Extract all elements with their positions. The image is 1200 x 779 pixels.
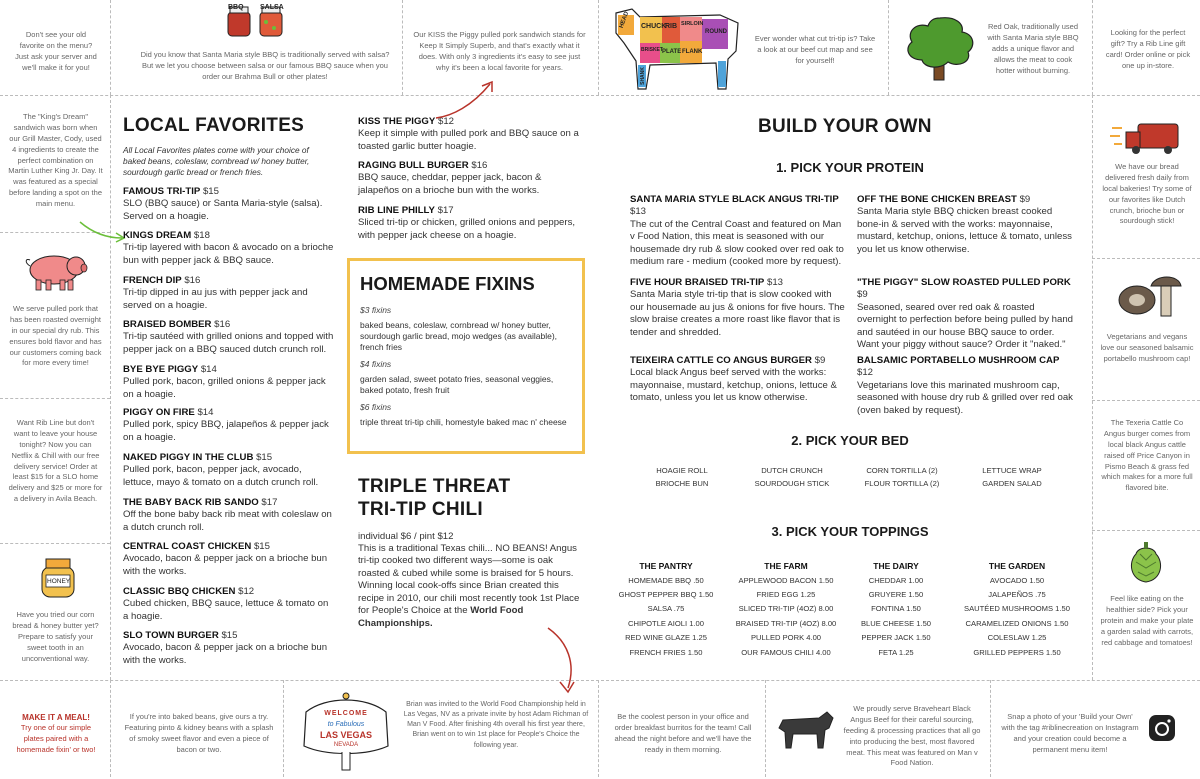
item-name: KINGS DREAM bbox=[123, 230, 192, 241]
chili-price: individual $6 / pint $12 bbox=[358, 531, 454, 542]
item-description: Pulled pork, bacon, grilled onions & pepper jack on a hoagie. bbox=[123, 376, 326, 400]
bottom-sep-3 bbox=[598, 680, 599, 777]
topping-item: CARAMELIZED ONIONS 1.50 bbox=[965, 618, 1069, 628]
item-description: The cut of the Central Coast and featured on Man v Food Nation, this meat is seasoned with our housemade dry rub & slow cooked over red oak to medium rare - medium (cooked more by request). bbox=[630, 218, 844, 268]
chili-title-line2: TRI-TIP CHILI bbox=[358, 499, 483, 520]
menu-item bbox=[123, 230, 335, 267]
topping-item: FETA 1.25 bbox=[878, 647, 914, 657]
chili-title-line1: TRIPLE THREAT bbox=[358, 476, 511, 497]
bed-option: SOURDOUGH STICK bbox=[754, 479, 830, 488]
menu-item bbox=[123, 407, 335, 444]
top-sep-1 bbox=[110, 0, 111, 95]
topping-item: SALSA .75 bbox=[647, 604, 685, 614]
topping-item: JALAPEÑOS .75 bbox=[988, 590, 1046, 600]
bed-option: BRIOCHE BUN bbox=[655, 479, 709, 488]
topping-item: GHOST PEPPER BBQ 1.50 bbox=[618, 590, 714, 600]
bottom-note-breakfast: Be the coolest person in your office and order breakfast burritos for the team! Call ahead the night before and we'll have the ready in them morning. bbox=[614, 712, 752, 754]
right-sep-3 bbox=[1092, 530, 1200, 531]
topping-item: COLESLAW 1.25 bbox=[987, 633, 1047, 643]
sign-to: to Fabulous bbox=[327, 721, 365, 728]
local-favorites-title: LOCAL FAVORITES bbox=[123, 115, 305, 136]
topping-column-heading: THE FARM bbox=[764, 561, 808, 571]
step1-heading: 1. PICK YOUR PROTEIN bbox=[776, 160, 924, 175]
sign-state: NEVADA bbox=[333, 742, 359, 748]
item-price: $12 bbox=[238, 586, 255, 597]
item-name: SLO TOWN BURGER bbox=[123, 630, 219, 641]
item-price: $13 bbox=[630, 206, 647, 218]
topping-column-heading: THE GARDEN bbox=[988, 561, 1046, 571]
item-price: $16 bbox=[214, 319, 231, 330]
left-sep-3 bbox=[0, 543, 110, 544]
item-description: Cubed chicken, BBQ sauce, lettuce & tomato on a hoagie. bbox=[123, 598, 329, 622]
step3-heading: 3. PICK YOUR TOPPINGS bbox=[771, 524, 929, 539]
cut-label: SHANK bbox=[639, 67, 646, 85]
fixins-list-4: garden salad, sweet potato fries, seasonal veggies, baked potato, fresh fruit bbox=[360, 374, 554, 396]
item-description: Local black Angus beef served with the works: mayonnaise, mustard, ketchup, onions, lettuce & tomato, unless you let us know otherwise. bbox=[630, 367, 837, 404]
topping-item: APPLEWOOD BACON 1.50 bbox=[738, 575, 834, 585]
item-name: THE BABY BACK RIB SANDO bbox=[123, 497, 259, 508]
bottom-note-instagram: Snap a photo of your 'Build your Own' with the tag #riblinecreation on Instagram and your creation could become a permanent menu item! bbox=[1001, 712, 1139, 754]
honey-jar-icon bbox=[38, 555, 78, 599]
item-price: $12 bbox=[857, 367, 874, 379]
bbq-salsa-jars-icon bbox=[226, 4, 286, 38]
bottom-sep-1 bbox=[110, 680, 111, 777]
step2-heading: 2. PICK YOUR BED bbox=[791, 433, 909, 448]
menu-item bbox=[123, 541, 335, 578]
item-name: FIVE HOUR BRAISED TRI-TIP bbox=[630, 277, 765, 288]
topping-item: GRILLED PEPPERS 1.50 bbox=[973, 647, 1061, 657]
fixins-price-3: $3 fixins bbox=[360, 305, 392, 315]
menu-item bbox=[123, 586, 335, 623]
item-name: SANTA MARIA STYLE BLACK ANGUS TRI-TIP bbox=[630, 194, 839, 205]
cut-label: ROUND bbox=[705, 29, 727, 35]
cut-label: PLATE bbox=[662, 49, 682, 55]
item-price: $15 bbox=[202, 186, 219, 197]
item-price: $17 bbox=[437, 205, 454, 216]
topping-item: FRIED EGG 1.25 bbox=[756, 590, 816, 600]
cut-label: BRISKET bbox=[641, 47, 663, 53]
left-note-cornbread: Have you tried our corn bread & honey butter yet? Prepare to satisfy your sweet tooth in an unconventional way. bbox=[12, 610, 99, 663]
protein-item bbox=[857, 194, 1075, 256]
item-price: $14 bbox=[197, 407, 214, 418]
menu-item bbox=[123, 497, 335, 534]
mushroom-icon bbox=[1115, 272, 1185, 320]
item-name: OFF THE BONE CHICKEN BREAST bbox=[857, 194, 1017, 205]
red-oak-tree-icon bbox=[900, 14, 980, 84]
bed-option: HOAGIE ROLL bbox=[656, 466, 708, 475]
cut-label: HEAD bbox=[618, 10, 631, 30]
topping-item: FONTINA 1.50 bbox=[871, 604, 921, 614]
protein-item bbox=[630, 277, 848, 339]
item-price: $15 bbox=[253, 541, 270, 552]
item-price: $16 bbox=[471, 160, 488, 171]
item-price: $15 bbox=[221, 630, 238, 641]
menu-item bbox=[123, 319, 335, 356]
item-price: $14 bbox=[200, 364, 217, 375]
item-description: Vegetarians love this marinated mushroom cap, seasoned with house dry rub & grilled over red oak (oven baked by request). bbox=[857, 379, 1073, 416]
fixins-price-6: $6 fixins bbox=[360, 402, 392, 413]
topping-column bbox=[606, 560, 726, 660]
bottom-sep-4 bbox=[765, 680, 766, 777]
protein-item bbox=[630, 355, 848, 405]
red-arrow-up-icon bbox=[432, 78, 502, 122]
right-note-bread: We have our bread delivered fresh daily from local bakeries! Try some of our favorites like Dutch crunch, brioche bun or sourdough stick! bbox=[1102, 162, 1192, 226]
topping-item: SAUTÉED MUSHROOMS 1.50 bbox=[964, 604, 1070, 614]
top-divider bbox=[0, 95, 1200, 96]
item-description: Avocado, bacon & pepper jack on a brioche bun with the works. bbox=[123, 553, 328, 577]
build-your-own-title: BUILD YOUR OWN bbox=[758, 116, 932, 137]
topping-item: SLICED TRI-TIP (4OZ) 8.00 bbox=[738, 604, 834, 614]
item-name: KISS THE PIGGY bbox=[358, 116, 436, 127]
item-description: Tri-tip dipped in au jus with pepper jack and served on a hoagie. bbox=[123, 287, 308, 311]
fixins-list-3: baked beans, coleslaw, cornbread w/ honey butter, sourdough garlic bread, mojo wedges (as available), french fries bbox=[360, 320, 558, 353]
bottom-note-braveheart: We proudly serve Braveheart Black Angus Beef for their careful sourcing, feeding & processing practices that all go into producing the best, most flavored meat. This meat was featured on Man v Food Nation. bbox=[843, 704, 981, 768]
menu-item bbox=[358, 205, 583, 242]
item-description: Tri-tip layered with bacon & avocado on a brioche bun with pepper jack & BBQ sauce. bbox=[123, 242, 334, 266]
left-note-delivery: Want Rib Line but don't want to leave your house tonight? Now you can Netflix & Chill with our free delivery service! Order at least $15 for a SLO home delivery and $25 or more for a delivery in Avila Beach. bbox=[8, 418, 103, 504]
top-note-red-oak: Red Oak, traditionally used with Santa Maria style BBQ adds a unique flavor and allows the meat to cook hotter without burning. bbox=[987, 22, 1079, 75]
left-note-kings-dream: The "King's Dream" sandwich was born when our Grill Master, Cody, used 4 ingredients to create the perfect combination on Martin Luther King Jr. Day. It was featured as a special before landing a spot on the main menu. bbox=[8, 112, 103, 208]
topping-item: CHEDDAR 1.00 bbox=[868, 575, 924, 585]
topping-column-heading: THE DAIRY bbox=[873, 561, 919, 571]
bull-icon bbox=[775, 708, 835, 752]
chili-description bbox=[358, 543, 583, 630]
fixins-list-6: triple threat tri-tip chili, homestyle baked mac n' cheese bbox=[360, 417, 567, 428]
sign-city: LAS VEGAS bbox=[319, 730, 372, 740]
topping-column bbox=[726, 560, 846, 660]
topping-column-heading: THE PANTRY bbox=[639, 561, 693, 571]
protein-item bbox=[857, 277, 1075, 352]
item-price: $16 bbox=[184, 275, 201, 286]
bottom-meal-title: MAKE IT A MEAL! bbox=[22, 713, 90, 722]
item-description: SLO (BBQ sauce) or Santa Maria-style (salsa). Served on a hoagie. bbox=[123, 198, 323, 222]
item-price: $9 bbox=[814, 355, 826, 366]
bottom-note-vegas: Brian was invited to the World Food Championship held in Las Vegas, NV as a private invite by host Adam Richman of Man V Food. After finishing 4th overall his first year there, Brian went on to win 1st place for People's Choice the following year. bbox=[403, 701, 589, 749]
item-description: BBQ sauce, cheddar, pepper jack, bacon & jalapeños on a brioche bun with the works. bbox=[358, 172, 542, 196]
item-name: CENTRAL COAST CHICKEN bbox=[123, 541, 252, 552]
bed-option: CORN TORTILLA (2) bbox=[866, 466, 938, 475]
topping-item: BLUE CHEESE 1.50 bbox=[860, 618, 932, 628]
bed-option: GARDEN SALAD bbox=[982, 479, 1042, 488]
topping-column bbox=[952, 560, 1082, 660]
bbq-jar-label: BBQ bbox=[228, 4, 244, 11]
instagram-icon[interactable] bbox=[1148, 714, 1176, 742]
item-description: Santa Maria style tri-tip that is slow cooked with our housemade au jus & onions for five hours. The slow braise creates a more roast like flavor that is tender and shredded. bbox=[630, 289, 845, 338]
item-description: Sliced tri-tip or chicken, grilled onions and peppers, with pepper jack cheese on a hoagie. bbox=[358, 217, 576, 241]
top-sep-3 bbox=[598, 0, 599, 95]
item-price: $12 bbox=[437, 116, 454, 127]
topping-item: RED WINE GLAZE 1.25 bbox=[625, 633, 707, 643]
item-name: FRENCH DIP bbox=[123, 275, 182, 286]
left-divider bbox=[110, 95, 111, 680]
green-arrow-icon bbox=[78, 218, 128, 244]
item-name: "THE PIGGY" SLOW ROASTED PULLED PORK bbox=[857, 277, 1071, 288]
top-sep-4 bbox=[888, 0, 889, 95]
honey-label: HONEY bbox=[47, 578, 71, 585]
item-description: Tri-tip sautéed with grilled onions and topped with pepper jack on a BBQ sauced dutch crunch roll. bbox=[123, 331, 334, 355]
item-name: BYE BYE PIGGY bbox=[123, 364, 199, 375]
item-price: $9 bbox=[857, 289, 868, 301]
item-description: Pulled pork, bacon, pepper jack, avocado, lettuce, mayo & tomato on a dutch crunch roll. bbox=[123, 464, 319, 488]
bed-option: DUTCH CRUNCH bbox=[761, 466, 823, 475]
topping-column bbox=[836, 560, 956, 660]
chili-desc-bold: World Food Championships. bbox=[358, 605, 524, 629]
cut-label: FLANK bbox=[682, 49, 703, 55]
left-note-pulled-pork: We serve pulled pork that has been roasted overnight in our special dry rub. This ensures bold flavor and has our customers coming back for more every time! bbox=[9, 304, 102, 368]
right-note-mushroom: Vegetarians and vegans love our seasoned balsamic portabello mushroom cap! bbox=[1100, 332, 1194, 363]
item-name: CLASSIC BBQ CHICKEN bbox=[123, 586, 236, 597]
item-price: $13 bbox=[767, 277, 784, 288]
bottom-sep-5 bbox=[990, 680, 991, 777]
item-name: FAMOUS TRI-TIP bbox=[123, 186, 201, 197]
top-note-old-favorite: Don't see your old favorite on the menu? Just ask your server and we'll make it for you! bbox=[15, 30, 97, 72]
top-sep-2 bbox=[402, 0, 403, 95]
item-price: $15 bbox=[256, 452, 273, 463]
item-name: RAGING BULL BURGER bbox=[358, 160, 469, 171]
right-divider bbox=[1092, 95, 1093, 680]
item-price: $9 bbox=[1019, 194, 1031, 205]
item-name: NAKED PIGGY IN THE CLUB bbox=[123, 452, 254, 463]
left-sep-2 bbox=[0, 398, 110, 399]
item-description: Seasoned, seared over red oak & roasted overnight to perfection before being pulled by hand and sautéed in our house BBQ sauce to order. Want your piggy without sauce? Order it "naked." bbox=[857, 301, 1074, 351]
menu-item bbox=[123, 630, 335, 667]
item-description: Keep it simple with pulled pork and BBQ sauce on a toasted garlic butter hoagie. bbox=[358, 128, 579, 152]
menu-item bbox=[123, 452, 335, 489]
protein-item bbox=[857, 355, 1075, 417]
protein-item bbox=[630, 194, 848, 269]
bottom-note-meal: Try one of our simple plates paired with a homemade fixin' or two! bbox=[16, 723, 96, 754]
fixins-price-4: $4 fixins bbox=[360, 359, 392, 370]
item-name: BALSAMIC PORTABELLO MUSHROOM CAP bbox=[857, 355, 1060, 366]
bottom-divider bbox=[0, 680, 1200, 681]
topping-item: PEPPER JACK 1.50 bbox=[861, 633, 931, 643]
artichoke-icon bbox=[1126, 542, 1166, 586]
item-description: Santa Maria style BBQ chicken breast cooked bone-in & served with the works: mayonnaise, mustard, ketchup, onions, lettuce & tomato, unless you let us know otherwise. bbox=[857, 206, 1072, 255]
topping-item: OUR FAMOUS CHILI 4.00 bbox=[741, 647, 831, 657]
item-name: TEIXEIRA CATTLE CO ANGUS BURGER bbox=[630, 355, 812, 366]
cow-cut-map-icon bbox=[610, 3, 745, 93]
cut-label: CHUCK bbox=[641, 23, 667, 30]
item-description: Avocado, bacon & pepper jack on a brioche bun with the works. bbox=[123, 642, 328, 666]
bed-option: LETTUCE WRAP bbox=[982, 466, 1042, 475]
item-name: RIB LINE PHILLY bbox=[358, 205, 435, 216]
menu-item bbox=[358, 160, 583, 197]
homemade-fixins-box bbox=[347, 258, 585, 454]
topping-item: FRENCH FRIES 1.50 bbox=[629, 647, 703, 657]
item-name: PIGGY ON FIRE bbox=[123, 407, 195, 418]
salsa-jar-label: SALSA bbox=[260, 4, 284, 11]
local-favorites-intro: All Local Favorites plates come with your choice of baked beans, coleslaw, cornbread w/ honey butter, sourdough garlic bread or french fries. bbox=[123, 145, 310, 177]
red-arrow-down-icon bbox=[542, 626, 582, 696]
item-description: Off the bone baby back rib meat with coleslaw on a dutch crunch roll. bbox=[123, 509, 332, 533]
bottom-sep-2 bbox=[283, 680, 284, 777]
topping-item: HOMEMADE BBQ .50 bbox=[628, 575, 704, 585]
top-note-gift-card: Looking for the perfect gift? Try a Rib Line gift card! Order online or pick one up in-store. bbox=[1105, 28, 1191, 70]
topping-item: AVOCADO 1.50 bbox=[989, 575, 1045, 585]
sign-welcome: WELCOME bbox=[324, 710, 368, 717]
topping-item: BRAISED TRI-TIP (4OZ) 8.00 bbox=[735, 618, 837, 628]
right-note-garden-salad: Feel like eating on the healthier side? Pick your protein and make your plate a garden salad with carrots, red cabbage and tomatoes! bbox=[1100, 594, 1194, 647]
right-sep-2 bbox=[1092, 400, 1200, 401]
topping-item: GRUYERE 1.50 bbox=[868, 590, 924, 600]
top-note-tri-tip-cut: Ever wonder what cut tri-tip is? Take a look at our beef cut map and see for yourself! bbox=[754, 34, 876, 65]
fixins-title: HOMEMADE FIXINS bbox=[360, 273, 535, 294]
right-sep-1 bbox=[1092, 258, 1200, 259]
bottom-note-baked-beans: If you're into baked beans, give ours a try. Featuring pinto & kidney beans with a splash of smoky sweet flavor and even a piece of bacon or two. bbox=[124, 712, 274, 754]
menu-item bbox=[123, 186, 335, 223]
cut-label: SIRLOIN bbox=[681, 21, 704, 27]
bed-option: FLOUR TORTILLA (2) bbox=[864, 479, 940, 488]
top-note-salsa: Did you know that Santa Maria style BBQ is traditionally served with salsa? But we let you choose between salsa or our famous BBQ sauce when you order our Brahma Bull or other plates! bbox=[140, 50, 390, 81]
pig-icon bbox=[22, 250, 88, 292]
item-name: BRAISED BOMBER bbox=[123, 319, 212, 330]
item-price: $17 bbox=[261, 497, 278, 508]
topping-item: PULLED PORK 4.00 bbox=[750, 633, 822, 643]
las-vegas-sign-icon bbox=[296, 690, 396, 774]
top-sep-5 bbox=[1092, 0, 1093, 95]
cut-label: RIB bbox=[665, 23, 678, 30]
item-description: Pulled pork, spicy BBQ, jalapeños & pepper jack on a hoagie. bbox=[123, 419, 329, 443]
item-price: $18 bbox=[193, 230, 210, 241]
right-note-texeria: The Texeria Cattle Co Angus burger comes from local black Angus cattle raised off Price Canyon in Pismo Beach & grass fed which makes for a more full flavored bite. bbox=[1101, 418, 1193, 493]
chili-desc-text: This is a traditional Texas chili... NO BEANS! Angus tri-tip cooked two different ways—some is oak roasted & cubed while some is braised for 5 hours. Winning local cook-offs since Brian created this recipe in 2010, our chili most recently took 1st Place for People's Choice at the bbox=[358, 543, 580, 617]
menu-item bbox=[123, 275, 335, 312]
top-note-kiss-piggy: Our KISS the Piggy pulled pork sandwich stands for Keep It Simply Superb, and that's exactly what it does. With only 3 ingredients it's easy to see just why it's been a local favorite for years. bbox=[413, 30, 586, 72]
topping-item: CHIPOTLE AIOLI 1.00 bbox=[628, 618, 704, 628]
menu-item bbox=[123, 364, 335, 401]
delivery-truck-icon bbox=[1108, 118, 1188, 158]
